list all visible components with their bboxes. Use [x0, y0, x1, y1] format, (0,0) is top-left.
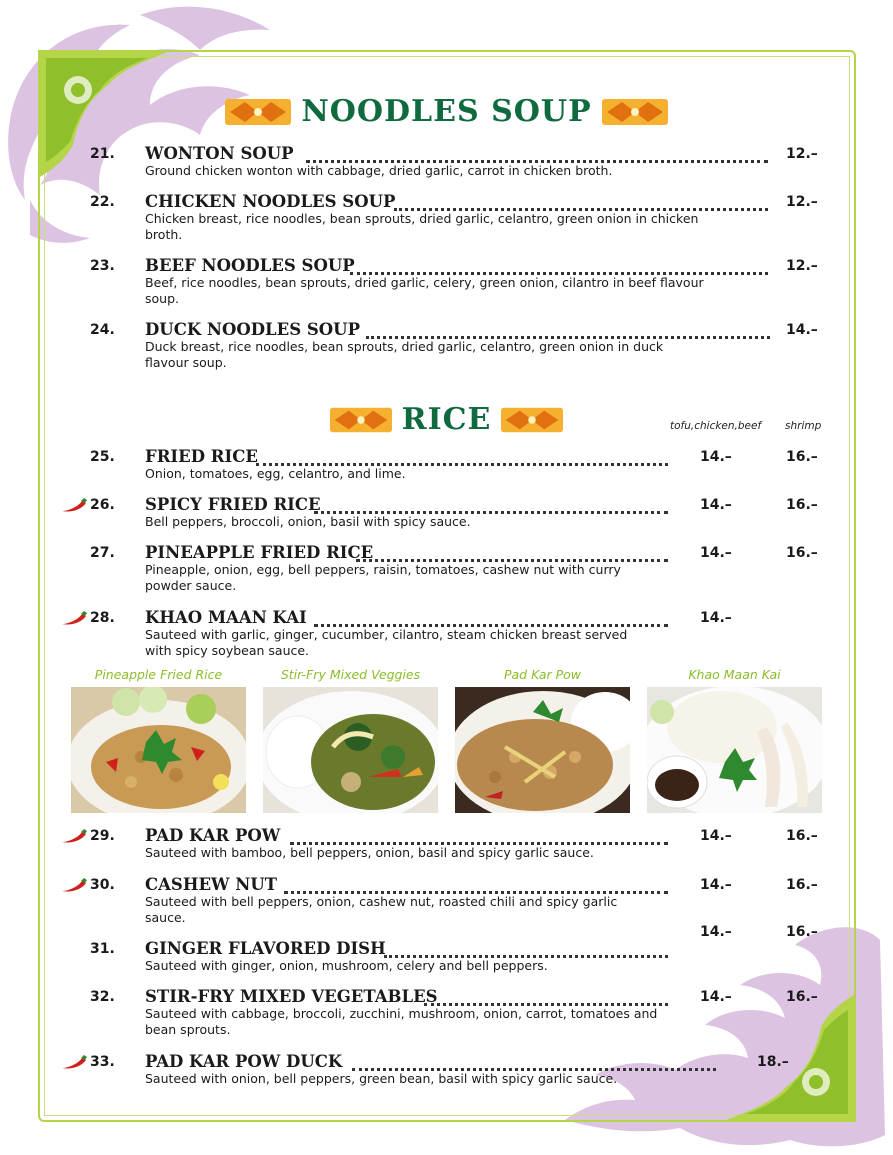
item-name: PAD KAR POW DUCK — [145, 1052, 343, 1071]
chili-pepper-icon — [60, 610, 88, 626]
item-description: Chicken breast, rice noodles, bean sprouts, dried garlic, celantro, green onion in chicken broth. — [145, 211, 699, 242]
item-description: Sauteed with garlic, ginger, cucumber, cilantro, steam chicken breast served with spicy soybean sauce. — [145, 627, 628, 658]
thai-ornament-right-icon — [602, 97, 668, 127]
item-price-shrimp: 16.– — [786, 989, 818, 1005]
item-price-shrimp: 16.– — [786, 877, 818, 893]
item-name: PINEAPPLE FRIED RICE — [145, 543, 374, 562]
item-price: 12.– — [786, 146, 818, 162]
item-price-regular: 14.– — [700, 877, 732, 893]
photo-caption-pad-kar-pow: Pad Kar Pow — [503, 667, 582, 682]
photo-stir-fry-mixed-veggies — [263, 687, 438, 813]
item-name: STIR-FRY MIXED VEGETABLES — [145, 987, 438, 1006]
item-name: SPICY FRIED RICE — [145, 495, 321, 514]
item-price-shrimp: 16.– — [786, 449, 818, 465]
dot-leader — [350, 258, 768, 275]
section-title-text: RICE — [401, 402, 492, 437]
item-price-regular: 14.– — [700, 449, 732, 465]
item-number: 22. — [90, 194, 115, 210]
dot-leader — [314, 497, 668, 514]
item-number: 31. — [90, 941, 115, 957]
item-number: 28. — [90, 610, 115, 626]
item-number: 30. — [90, 877, 115, 893]
item-price-regular: 18.– — [757, 1054, 789, 1070]
photo-caption-pineapple-fried-rice: Pineapple Fried Rice — [94, 667, 223, 682]
item-name: FRIED RICE — [145, 447, 258, 466]
item-number: 29. — [90, 828, 115, 844]
item-description: Sauteed with onion, bell peppers, green bean, basil with spicy garlic sauce. — [145, 1071, 618, 1086]
item-price-shrimp: 16.– — [786, 545, 818, 561]
item-price-regular: 14.– — [700, 545, 732, 561]
item-number: 23. — [90, 258, 115, 274]
dot-leader — [284, 877, 668, 894]
section-title-noodles-soup — [0, 94, 893, 135]
item-description: Ground chicken wonton with cabbage, dried garlic, carrot in chicken broth. — [145, 163, 613, 178]
item-price-regular: 14.– — [700, 989, 732, 1005]
item-number: 26. — [90, 497, 115, 513]
item-price-shrimp: 16.– — [786, 828, 818, 844]
item-price-regular: 14.– — [700, 828, 732, 844]
item-price: 14.– — [786, 322, 818, 338]
item-description: Onion, tomatoes, egg, celantro, and lime. — [145, 466, 406, 481]
item-description: Pineapple, onion, egg, bell peppers, raisin, tomatoes, cashew nut with curry powder sauce. — [145, 562, 621, 593]
dot-leader — [290, 828, 668, 845]
item-name: DUCK NOODLES SOUP — [145, 320, 360, 339]
item-number: 33. — [90, 1054, 115, 1070]
dot-leader — [384, 941, 668, 958]
thai-ornament-left-icon — [330, 405, 392, 435]
item-price-regular: 14.– — [700, 924, 732, 940]
dot-leader — [366, 322, 770, 339]
item-name: GINGER FLAVORED DISH — [145, 939, 386, 958]
column-header-shrimp: shrimp — [785, 420, 822, 432]
section-title-text: NOODLES SOUP — [301, 94, 592, 129]
item-price: 12.– — [786, 194, 818, 210]
chili-pepper-icon — [60, 1054, 88, 1070]
item-number: 32. — [90, 989, 115, 1005]
item-price-regular: 14.– — [700, 497, 732, 513]
photo-khao-maan-kai — [647, 687, 822, 813]
thai-ornament-left-icon — [225, 97, 291, 127]
item-description: Sauteed with bell peppers, onion, cashew nut, roasted chili and spicy garlic sauce. — [145, 894, 618, 925]
item-description: Bell peppers, broccoli, onion, basil with spicy sauce. — [145, 514, 471, 529]
dot-leader — [306, 146, 768, 163]
item-name: KHAO MAAN KAI — [145, 608, 307, 627]
photo-pad-kar-pow — [455, 687, 630, 813]
item-description: Sauteed with cabbage, broccoli, zucchini, mushroom, onion, carrot, tomatoes and bean sprouts. — [145, 1006, 658, 1037]
item-description: Sauteed with ginger, onion, mushroom, celery and bell peppers. — [145, 958, 548, 973]
photo-pineapple-fried-rice — [71, 687, 246, 813]
item-price-regular: 14.– — [700, 610, 732, 626]
item-number: 25. — [90, 449, 115, 465]
chili-pepper-icon — [60, 828, 88, 844]
item-description: Duck breast, rice noodles, bean sprouts, dried garlic, celantro, green onion in duck flavour soup. — [145, 339, 664, 370]
chili-pepper-icon — [60, 877, 88, 893]
thai-ornament-right-icon — [501, 405, 563, 435]
item-name: CASHEW NUT — [145, 875, 278, 894]
dot-leader — [394, 194, 768, 211]
dot-leader — [352, 1054, 716, 1071]
dot-leader — [424, 989, 668, 1006]
photo-caption-khao-maan-kai: Khao Maan Kai — [688, 667, 781, 682]
item-number: 24. — [90, 322, 115, 338]
dot-leader — [356, 545, 668, 562]
item-name: CHICKEN NOODLES SOUP — [145, 192, 396, 211]
photo-caption-stir-fry-mixed-veggies: Stir-Fry Mixed Veggies — [280, 667, 421, 682]
item-price-shrimp: 16.– — [786, 924, 818, 940]
item-description: Sauteed with bamboo, bell peppers, onion, basil and spicy garlic sauce. — [145, 845, 594, 860]
column-header-tofu-chicken-beef: tofu,chicken,beef — [670, 420, 762, 432]
item-name: WONTON SOUP — [145, 144, 294, 163]
item-name: PAD KAR POW — [145, 826, 281, 845]
dot-leader — [256, 449, 668, 466]
item-price-shrimp: 16.– — [786, 497, 818, 513]
item-price: 12.– — [786, 258, 818, 274]
item-number: 27. — [90, 545, 115, 561]
item-number: 21. — [90, 146, 115, 162]
item-name: BEEF NOODLES SOUP — [145, 256, 355, 275]
item-description: Beef, rice noodles, bean sprouts, dried garlic, celery, green onion, cilantro in beef flavour soup. — [145, 275, 704, 306]
chili-pepper-icon — [60, 497, 88, 513]
dot-leader — [314, 610, 668, 627]
